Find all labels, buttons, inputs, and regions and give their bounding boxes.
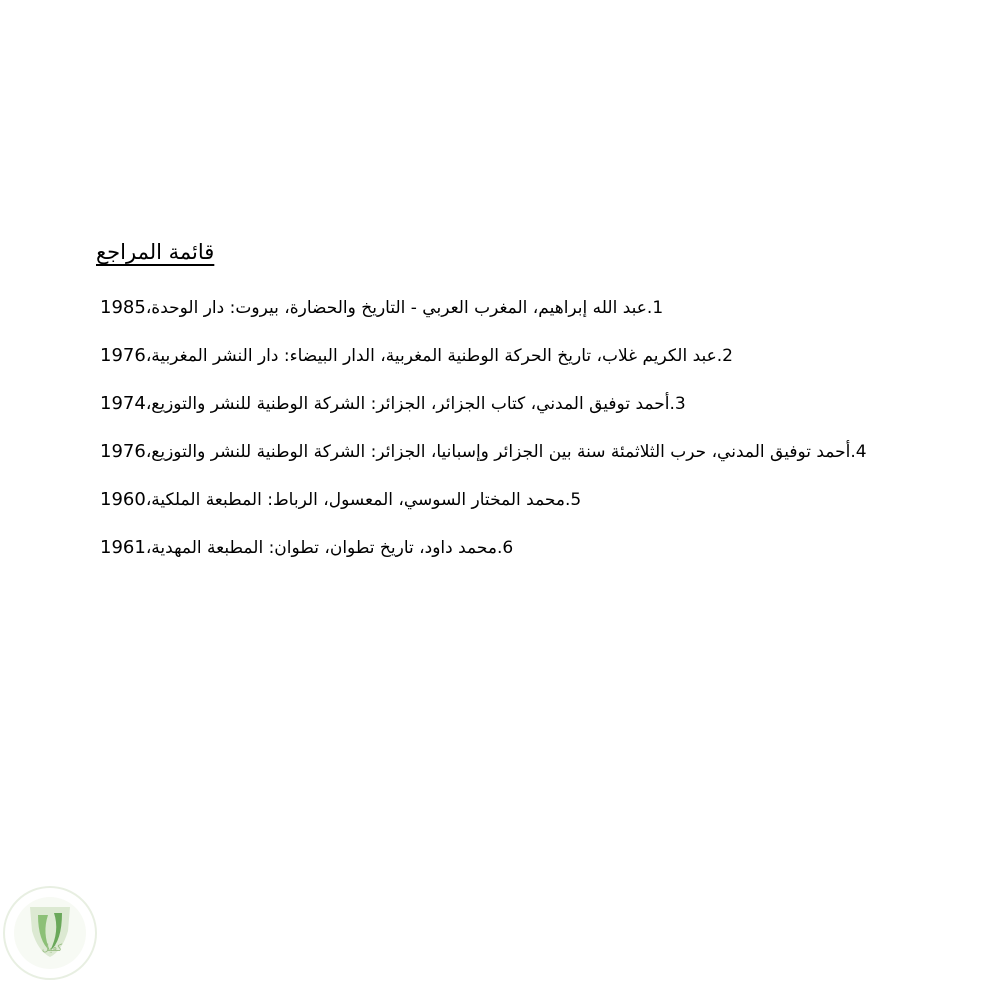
reference-number: .2	[716, 346, 733, 366]
reference-number: .6	[496, 538, 514, 558]
reference-item	[100, 436, 867, 484]
reference-text: عبد الله إبراهيم، المغرب العربي - التاريخ والحضارة، بيروت: دار الوحدة،	[145, 298, 647, 318]
reference-item	[100, 388, 867, 436]
reference-year: 1960	[100, 489, 146, 510]
reference-year: 1974	[100, 393, 146, 414]
watermark-logo	[2, 885, 102, 985]
reference-text: محمد داود، تاريخ تطوان، تطوان: المطبعة المهدية،	[145, 538, 497, 558]
reference-number: .3	[669, 394, 686, 414]
reference-item	[100, 292, 867, 340]
reference-item	[100, 340, 867, 388]
reference-year: 1976	[100, 441, 146, 462]
reference-text: أحمد توفيق المدني، كتاب الجزائر، الجزائر: الشركة الوطنية للنشر والتوزيع،	[145, 394, 670, 414]
reference-year: 1961	[100, 537, 146, 558]
reference-item	[100, 532, 867, 580]
reference-text: عبد الكريم غلاب، تاريخ الحركة الوطنية المغربية، الدار البيضاء: دار النشر المغربية،	[145, 346, 717, 366]
reference-year: 1976	[100, 345, 146, 366]
reference-year: 1985	[100, 297, 146, 318]
reference-number: .5	[565, 490, 582, 510]
reference-item	[100, 484, 867, 532]
reference-number: .4	[850, 442, 867, 462]
reference-text: محمد المختار السوسي، المعسول، الرباط: المطبعة الملكية،	[145, 490, 566, 510]
references-heading: قائمة المراجع	[96, 240, 215, 264]
watermark-text: كفيل	[41, 943, 63, 954]
shield-leaf-icon	[2, 885, 102, 985]
reference-text: أحمد توفيق المدني، حرب الثلاثمئة سنة بين الجزائر وإسبانيا، الجزائر: الشركة الوطنية للنشر والتوزيع،	[145, 442, 851, 462]
references-list	[100, 292, 867, 580]
reference-number: .1	[646, 298, 664, 318]
